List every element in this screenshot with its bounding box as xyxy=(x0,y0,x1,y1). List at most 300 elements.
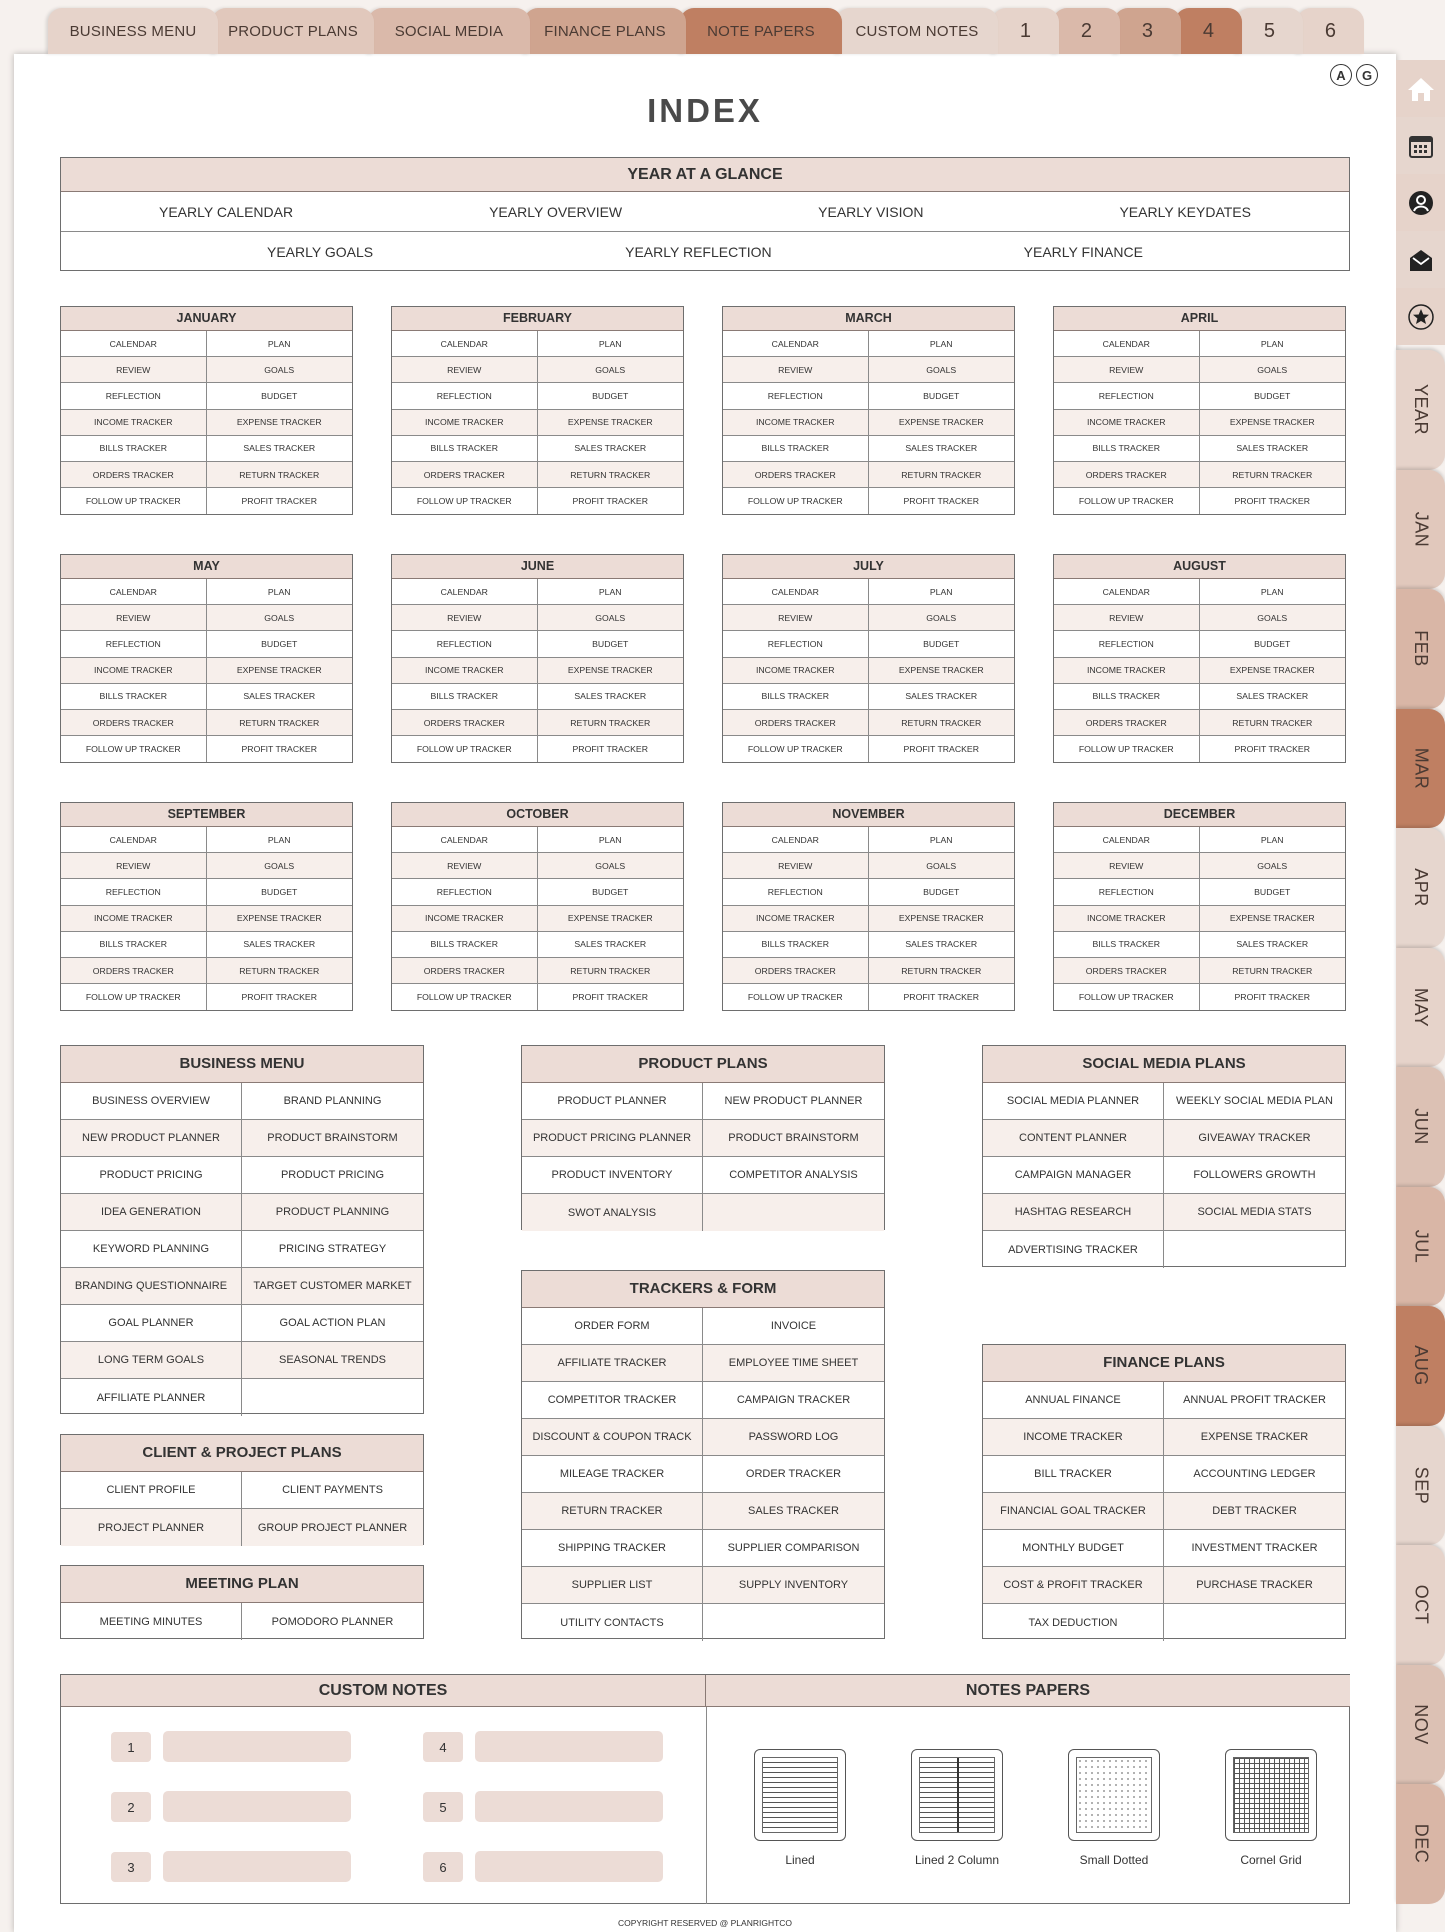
side-tab-sep[interactable] xyxy=(1396,1426,1445,1546)
custom-note-number[interactable]: 4 xyxy=(423,1732,463,1762)
month-link-sales-tracker[interactable]: SALES TRACKER xyxy=(207,932,353,958)
month-link-calendar[interactable]: CALENDAR xyxy=(61,331,207,357)
month-link-expense-tracker[interactable]: EXPENSE TRACKER xyxy=(869,658,1015,684)
link-product-inventory[interactable]: PRODUCT INVENTORY xyxy=(522,1157,703,1194)
month-link-bills-tracker[interactable]: BILLS TRACKER xyxy=(723,932,869,958)
top-tab-4[interactable]: 4 xyxy=(1175,8,1242,54)
top-tab-finance-plans[interactable]: FINANCE PLANS xyxy=(524,8,686,54)
link-idea-generation[interactable]: IDEA GENERATION xyxy=(61,1194,242,1231)
link-followers-growth[interactable]: FOLLOWERS GROWTH xyxy=(1164,1157,1345,1194)
month-link-bills-tracker[interactable]: BILLS TRACKER xyxy=(1054,932,1200,958)
month-link-review[interactable]: REVIEW xyxy=(61,853,207,879)
side-tab-oct[interactable] xyxy=(1396,1545,1445,1665)
link-long-term-goals[interactable]: LONG TERM GOALS xyxy=(61,1342,242,1379)
month-link-budget[interactable]: BUDGET xyxy=(538,879,684,905)
month-link-profit-tracker[interactable]: PROFIT TRACKER xyxy=(241,744,317,755)
month-link-review[interactable]: REVIEW xyxy=(1054,605,1200,631)
month-link-review[interactable]: REVIEW xyxy=(1054,853,1200,879)
link-meeting-minutes[interactable]: MEETING MINUTES xyxy=(61,1603,242,1640)
month-link-sales-tracker[interactable]: SALES TRACKER xyxy=(1200,932,1346,958)
link-order-tracker[interactable]: ORDER TRACKER xyxy=(703,1456,884,1493)
month-link-reflection[interactable]: REFLECTION xyxy=(61,879,207,905)
side-tab-mar[interactable] xyxy=(1396,709,1445,829)
link-new-product-planner[interactable]: NEW PRODUCT PLANNER xyxy=(61,1120,242,1157)
month-link-plan[interactable]: PLAN xyxy=(538,579,684,605)
month-link-calendar[interactable]: CALENDAR xyxy=(392,579,538,605)
custom-note-field[interactable] xyxy=(163,1851,351,1882)
month-link-income-tracker[interactable]: INCOME TRACKER xyxy=(61,410,207,436)
month-link-bills-tracker[interactable]: BILLS TRACKER xyxy=(61,932,207,958)
link-income-tracker[interactable]: INCOME TRACKER xyxy=(983,1419,1164,1456)
month-link-follow-up-tracker[interactable]: FOLLOW UP TRACKER xyxy=(392,488,538,514)
month-link-sales-tracker[interactable]: SALES TRACKER xyxy=(869,932,1015,958)
month-link-profit-tracker[interactable]: PROFIT TRACKER xyxy=(903,496,979,507)
top-tab-1[interactable]: 1 xyxy=(992,8,1059,54)
month-link-expense-tracker[interactable]: EXPENSE TRACKER xyxy=(1200,906,1346,932)
link-branding-questionnaire[interactable]: BRANDING QUESTIONNAIRE xyxy=(61,1268,242,1305)
top-tab-note-papers[interactable]: NOTE PAPERS xyxy=(680,8,842,54)
custom-note-field[interactable] xyxy=(475,1851,663,1882)
link-social-media-planner[interactable]: SOCIAL MEDIA PLANNER xyxy=(983,1083,1164,1120)
month-link-reflection[interactable]: REFLECTION xyxy=(1054,383,1200,409)
month-link-goals[interactable]: GOALS xyxy=(1200,605,1346,631)
month-link-profit-tracker[interactable]: PROFIT TRACKER xyxy=(1234,992,1310,1003)
side-tab-jun[interactable] xyxy=(1396,1067,1445,1187)
month-link-reflection[interactable]: REFLECTION xyxy=(392,631,538,657)
link-bill-tracker[interactable]: BILL TRACKER xyxy=(983,1456,1164,1493)
month-link-calendar[interactable]: CALENDAR xyxy=(1054,579,1200,605)
month-link-review[interactable]: REVIEW xyxy=(392,357,538,383)
month-link-follow-up-tracker[interactable]: FOLLOW UP TRACKER xyxy=(61,488,207,514)
month-link-income-tracker[interactable]: INCOME TRACKER xyxy=(723,906,869,932)
month-link-orders-tracker[interactable]: ORDERS TRACKER xyxy=(723,462,869,488)
month-link-return-tracker[interactable]: RETURN TRACKER xyxy=(1200,958,1346,984)
month-link-calendar[interactable]: CALENDAR xyxy=(392,331,538,357)
link-investment-tracker[interactable]: INVESTMENT TRACKER xyxy=(1164,1530,1345,1567)
side-tab-apr[interactable] xyxy=(1396,828,1445,948)
month-link-bills-tracker[interactable]: BILLS TRACKER xyxy=(392,436,538,462)
month-link-income-tracker[interactable]: INCOME TRACKER xyxy=(392,410,538,436)
month-link-follow-up-tracker[interactable]: FOLLOW UP TRACKER xyxy=(723,488,869,514)
side-tab-aug[interactable] xyxy=(1396,1306,1445,1426)
month-link-sales-tracker[interactable]: SALES TRACKER xyxy=(207,684,353,710)
link-competitor-tracker[interactable]: COMPETITOR TRACKER xyxy=(522,1382,703,1419)
top-tab-custom-notes[interactable]: CUSTOM NOTES xyxy=(836,8,998,54)
link-seasonal-trends[interactable]: SEASONAL TRENDS xyxy=(242,1342,423,1379)
link-group-project-planner[interactable]: GROUP PROJECT PLANNER xyxy=(242,1509,423,1546)
link-pricing-strategy[interactable]: PRICING STRATEGY xyxy=(242,1231,423,1268)
month-link-orders-tracker[interactable]: ORDERS TRACKER xyxy=(61,958,207,984)
link-product-brainstorm[interactable]: PRODUCT BRAINSTORM xyxy=(242,1120,423,1157)
month-link-budget[interactable]: BUDGET xyxy=(207,631,353,657)
yag-link-yearly-keydates[interactable]: YEARLY KEYDATES xyxy=(1119,203,1251,220)
month-link-goals[interactable]: GOALS xyxy=(207,853,353,879)
month-link-orders-tracker[interactable]: ORDERS TRACKER xyxy=(392,958,538,984)
month-link-expense-tracker[interactable]: EXPENSE TRACKER xyxy=(538,410,684,436)
yag-link-yearly-goals[interactable]: YEARLY GOALS xyxy=(267,244,374,260)
month-title[interactable]: AUGUST xyxy=(1054,555,1345,579)
month-link-return-tracker[interactable]: RETURN TRACKER xyxy=(1200,710,1346,736)
yag-link-yearly-overview[interactable]: YEARLY OVERVIEW xyxy=(489,203,623,220)
link-goal-action-plan[interactable]: GOAL ACTION PLAN xyxy=(242,1305,423,1342)
month-title[interactable]: JUNE xyxy=(392,555,683,579)
month-link-review[interactable]: REVIEW xyxy=(392,853,538,879)
note-paper-cornel-grid[interactable] xyxy=(1211,1749,1331,1867)
custom-note-field[interactable] xyxy=(475,1791,663,1822)
month-link-budget[interactable]: BUDGET xyxy=(869,631,1015,657)
month-link-goals[interactable]: GOALS xyxy=(207,605,353,631)
link-product-planner[interactable]: PRODUCT PLANNER xyxy=(522,1083,703,1120)
month-link-expense-tracker[interactable]: EXPENSE TRACKER xyxy=(869,410,1015,436)
month-link-income-tracker[interactable]: INCOME TRACKER xyxy=(61,906,207,932)
month-link-bills-tracker[interactable]: BILLS TRACKER xyxy=(1054,436,1200,462)
link-utility-contacts[interactable]: UTILITY CONTACTS xyxy=(522,1604,703,1641)
month-link-bills-tracker[interactable]: BILLS TRACKER xyxy=(392,684,538,710)
month-link-return-tracker[interactable]: RETURN TRACKER xyxy=(207,958,353,984)
month-link-review[interactable]: REVIEW xyxy=(1054,357,1200,383)
month-link-plan[interactable]: PLAN xyxy=(1200,827,1346,853)
month-link-sales-tracker[interactable]: SALES TRACKER xyxy=(1200,436,1346,462)
month-link-expense-tracker[interactable]: EXPENSE TRACKER xyxy=(207,906,353,932)
home-icon[interactable] xyxy=(1396,60,1445,117)
month-link-follow-up-tracker[interactable]: FOLLOW UP TRACKER xyxy=(723,984,869,1010)
month-link-calendar[interactable]: CALENDAR xyxy=(1054,827,1200,853)
month-link-calendar[interactable]: CALENDAR xyxy=(392,827,538,853)
link-competitor-analysis[interactable]: COMPETITOR ANALYSIS xyxy=(703,1157,884,1194)
month-link-budget[interactable]: BUDGET xyxy=(869,879,1015,905)
month-link-sales-tracker[interactable]: SALES TRACKER xyxy=(1200,684,1346,710)
month-link-income-tracker[interactable]: INCOME TRACKER xyxy=(723,410,869,436)
yag-link-yearly-finance[interactable]: YEARLY FINANCE xyxy=(1023,244,1143,260)
link-financial-goal-tracker[interactable]: FINANCIAL GOAL TRACKER xyxy=(983,1493,1164,1530)
month-link-income-tracker[interactable]: INCOME TRACKER xyxy=(1054,906,1200,932)
month-link-calendar[interactable]: CALENDAR xyxy=(1054,331,1200,357)
month-link-goals[interactable]: GOALS xyxy=(538,605,684,631)
month-title[interactable]: MARCH xyxy=(723,307,1014,331)
month-title[interactable]: APRIL xyxy=(1054,307,1345,331)
link-discount-and-coupon-track[interactable]: DISCOUNT & COUPON TRACK xyxy=(522,1419,703,1456)
month-title[interactable]: OCTOBER xyxy=(392,803,683,827)
month-link-profit-tracker[interactable]: PROFIT TRACKER xyxy=(1234,744,1310,755)
month-title[interactable]: NOVEMBER xyxy=(723,803,1014,827)
link-sales-tracker[interactable]: SALES TRACKER xyxy=(703,1493,884,1530)
side-tab-may[interactable] xyxy=(1396,948,1445,1068)
month-link-return-tracker[interactable]: RETURN TRACKER xyxy=(869,710,1015,736)
month-link-plan[interactable]: PLAN xyxy=(869,579,1015,605)
month-link-bills-tracker[interactable]: BILLS TRACKER xyxy=(61,436,207,462)
yag-link-yearly-vision[interactable]: YEARLY VISION xyxy=(818,203,924,220)
month-link-profit-tracker[interactable]: PROFIT TRACKER xyxy=(903,992,979,1003)
side-tab-feb[interactable] xyxy=(1396,589,1445,709)
link-product-pricing[interactable]: PRODUCT PRICING xyxy=(242,1157,423,1194)
month-link-sales-tracker[interactable]: SALES TRACKER xyxy=(869,436,1015,462)
link-purchase-tracker[interactable]: PURCHASE TRACKER xyxy=(1164,1567,1345,1604)
link-invoice[interactable]: INVOICE xyxy=(703,1308,884,1345)
month-title[interactable]: DECEMBER xyxy=(1054,803,1345,827)
month-link-budget[interactable]: BUDGET xyxy=(538,631,684,657)
link-return-tracker[interactable]: RETURN TRACKER xyxy=(522,1493,703,1530)
top-tab-2[interactable]: 2 xyxy=(1053,8,1120,54)
month-link-review[interactable]: REVIEW xyxy=(723,357,869,383)
side-tab-year[interactable] xyxy=(1396,350,1445,470)
month-link-follow-up-tracker[interactable]: FOLLOW UP TRACKER xyxy=(392,736,538,762)
link-supplier-comparison[interactable]: SUPPLIER COMPARISON xyxy=(703,1530,884,1567)
yag-link-yearly-reflection[interactable]: YEARLY REFLECTION xyxy=(625,244,772,260)
link-new-product-planner[interactable]: NEW PRODUCT PLANNER xyxy=(703,1083,884,1120)
lang-button-g[interactable]: G xyxy=(1356,64,1378,86)
link-shipping-tracker[interactable]: SHIPPING TRACKER xyxy=(522,1530,703,1567)
profile-icon[interactable] xyxy=(1396,174,1445,231)
custom-note-field[interactable] xyxy=(163,1731,351,1762)
custom-note-number[interactable]: 1 xyxy=(111,1732,151,1762)
custom-note-number[interactable]: 2 xyxy=(111,1792,151,1822)
lang-button-a[interactable]: A xyxy=(1330,64,1352,86)
link-brand-planning[interactable]: BRAND PLANNING xyxy=(242,1083,423,1120)
month-link-orders-tracker[interactable]: ORDERS TRACKER xyxy=(61,462,207,488)
month-link-income-tracker[interactable]: INCOME TRACKER xyxy=(1054,658,1200,684)
link-campaign-tracker[interactable]: CAMPAIGN TRACKER xyxy=(703,1382,884,1419)
month-link-plan[interactable]: PLAN xyxy=(538,331,684,357)
month-link-expense-tracker[interactable]: EXPENSE TRACKER xyxy=(207,658,353,684)
month-link-reflection[interactable]: REFLECTION xyxy=(392,383,538,409)
link-pomodoro-planner[interactable]: POMODORO PLANNER xyxy=(271,1615,394,1628)
month-link-budget[interactable]: BUDGET xyxy=(207,383,353,409)
link-client-profile[interactable]: CLIENT PROFILE xyxy=(61,1472,242,1509)
month-link-income-tracker[interactable]: INCOME TRACKER xyxy=(392,906,538,932)
link-annual-finance[interactable]: ANNUAL FINANCE xyxy=(983,1382,1164,1419)
link-product-planning[interactable]: PRODUCT PLANNING xyxy=(242,1194,423,1231)
star-icon[interactable] xyxy=(1396,288,1445,345)
month-link-orders-tracker[interactable]: ORDERS TRACKER xyxy=(1054,462,1200,488)
link-advertising-tracker[interactable]: ADVERTISING TRACKER xyxy=(983,1231,1164,1268)
link-debt-tracker[interactable]: DEBT TRACKER xyxy=(1164,1493,1345,1530)
month-link-plan[interactable]: PLAN xyxy=(869,827,1015,853)
month-link-bills-tracker[interactable]: BILLS TRACKER xyxy=(723,436,869,462)
month-link-orders-tracker[interactable]: ORDERS TRACKER xyxy=(392,462,538,488)
link-supply-inventory[interactable]: SUPPLY INVENTORY xyxy=(703,1567,884,1604)
top-tab-5[interactable]: 5 xyxy=(1236,8,1303,54)
month-title[interactable]: JANUARY xyxy=(61,307,352,331)
month-link-budget[interactable]: BUDGET xyxy=(1200,631,1346,657)
month-link-return-tracker[interactable]: RETURN TRACKER xyxy=(207,710,353,736)
month-link-return-tracker[interactable]: RETURN TRACKER xyxy=(1200,462,1346,488)
month-link-bills-tracker[interactable]: BILLS TRACKER xyxy=(61,684,207,710)
month-link-income-tracker[interactable]: INCOME TRACKER xyxy=(723,658,869,684)
month-link-bills-tracker[interactable]: BILLS TRACKER xyxy=(723,684,869,710)
month-link-reflection[interactable]: REFLECTION xyxy=(61,383,207,409)
month-link-sales-tracker[interactable]: SALES TRACKER xyxy=(207,436,353,462)
month-link-goals[interactable]: GOALS xyxy=(1200,357,1346,383)
month-link-expense-tracker[interactable]: EXPENSE TRACKER xyxy=(1200,410,1346,436)
month-link-profit-tracker[interactable]: PROFIT TRACKER xyxy=(572,744,648,755)
month-link-calendar[interactable]: CALENDAR xyxy=(723,827,869,853)
link-order-form[interactable]: ORDER FORM xyxy=(522,1308,703,1345)
month-link-plan[interactable]: PLAN xyxy=(538,827,684,853)
month-link-goals[interactable]: GOALS xyxy=(207,357,353,383)
month-link-budget[interactable]: BUDGET xyxy=(207,879,353,905)
month-link-goals[interactable]: GOALS xyxy=(869,605,1015,631)
link-accounting-ledger[interactable]: ACCOUNTING LEDGER xyxy=(1164,1456,1345,1493)
link-hashtag-research[interactable]: HASHTAG RESEARCH xyxy=(983,1194,1164,1231)
month-link-income-tracker[interactable]: INCOME TRACKER xyxy=(1054,410,1200,436)
month-link-review[interactable]: REVIEW xyxy=(61,357,207,383)
month-link-budget[interactable]: BUDGET xyxy=(869,383,1015,409)
month-link-expense-tracker[interactable]: EXPENSE TRACKER xyxy=(1200,658,1346,684)
month-link-calendar[interactable]: CALENDAR xyxy=(61,579,207,605)
link-annual-profit-tracker[interactable]: ANNUAL PROFIT TRACKER xyxy=(1164,1382,1345,1419)
link-business-overview[interactable]: BUSINESS OVERVIEW xyxy=(61,1083,242,1120)
month-link-orders-tracker[interactable]: ORDERS TRACKER xyxy=(723,958,869,984)
side-tab-jan[interactable] xyxy=(1396,470,1445,590)
month-link-goals[interactable]: GOALS xyxy=(538,357,684,383)
month-link-reflection[interactable]: REFLECTION xyxy=(1054,879,1200,905)
link-affiliate-planner[interactable]: AFFILIATE PLANNER xyxy=(61,1379,242,1416)
month-link-orders-tracker[interactable]: ORDERS TRACKER xyxy=(723,710,869,736)
month-link-follow-up-tracker[interactable]: FOLLOW UP TRACKER xyxy=(61,984,207,1010)
month-link-review[interactable]: REVIEW xyxy=(61,605,207,631)
side-tab-jul[interactable] xyxy=(1396,1187,1445,1307)
link-password-log[interactable]: PASSWORD LOG xyxy=(703,1419,884,1456)
month-link-income-tracker[interactable]: INCOME TRACKER xyxy=(392,658,538,684)
link-social-media-stats[interactable]: SOCIAL MEDIA STATS xyxy=(1164,1194,1345,1231)
month-link-return-tracker[interactable]: RETURN TRACKER xyxy=(869,462,1015,488)
custom-note-field[interactable] xyxy=(475,1731,663,1762)
link-keyword-planning[interactable]: KEYWORD PLANNING xyxy=(61,1231,242,1268)
custom-note-number[interactable]: 5 xyxy=(423,1792,463,1822)
month-link-reflection[interactable]: REFLECTION xyxy=(723,383,869,409)
month-title[interactable]: JULY xyxy=(723,555,1014,579)
month-link-reflection[interactable]: REFLECTION xyxy=(723,879,869,905)
month-link-plan[interactable]: PLAN xyxy=(207,331,353,357)
month-link-budget[interactable]: BUDGET xyxy=(1200,879,1346,905)
month-link-orders-tracker[interactable]: ORDERS TRACKER xyxy=(61,710,207,736)
month-link-orders-tracker[interactable]: ORDERS TRACKER xyxy=(1054,710,1200,736)
month-link-calendar[interactable]: CALENDAR xyxy=(723,331,869,357)
link-campaign-manager[interactable]: CAMPAIGN MANAGER xyxy=(983,1157,1164,1194)
month-link-goals[interactable]: GOALS xyxy=(1200,853,1346,879)
month-link-return-tracker[interactable]: RETURN TRACKER xyxy=(869,958,1015,984)
side-tab-nov[interactable] xyxy=(1396,1665,1445,1785)
month-link-return-tracker[interactable]: RETURN TRACKER xyxy=(538,710,684,736)
month-link-orders-tracker[interactable]: ORDERS TRACKER xyxy=(392,710,538,736)
link-product-pricing[interactable]: PRODUCT PRICING xyxy=(61,1157,242,1194)
link-monthly-budget[interactable]: MONTHLY BUDGET xyxy=(983,1530,1164,1567)
link-weekly-social-media-plan[interactable]: WEEKLY SOCIAL MEDIA PLAN xyxy=(1164,1083,1345,1120)
month-link-budget[interactable]: BUDGET xyxy=(538,383,684,409)
month-link-orders-tracker[interactable]: ORDERS TRACKER xyxy=(1054,958,1200,984)
top-tab-6[interactable]: 6 xyxy=(1297,8,1364,54)
month-link-return-tracker[interactable]: RETURN TRACKER xyxy=(538,462,684,488)
note-paper-small-dotted[interactable] xyxy=(1054,1749,1174,1867)
month-link-reflection[interactable]: REFLECTION xyxy=(392,879,538,905)
link-expense-tracker[interactable]: EXPENSE TRACKER xyxy=(1164,1419,1345,1456)
month-link-plan[interactable]: PLAN xyxy=(1200,331,1346,357)
month-link-profit-tracker[interactable]: PROFIT TRACKER xyxy=(572,496,648,507)
month-link-plan[interactable]: PLAN xyxy=(869,331,1015,357)
month-link-plan[interactable]: PLAN xyxy=(1200,579,1346,605)
month-link-review[interactable]: REVIEW xyxy=(723,605,869,631)
month-link-budget[interactable]: BUDGET xyxy=(1200,383,1346,409)
month-link-review[interactable]: REVIEW xyxy=(392,605,538,631)
month-link-expense-tracker[interactable]: EXPENSE TRACKER xyxy=(869,906,1015,932)
link-mileage-tracker[interactable]: MILEAGE TRACKER xyxy=(522,1456,703,1493)
mail-icon[interactable] xyxy=(1396,231,1445,288)
month-link-expense-tracker[interactable]: EXPENSE TRACKER xyxy=(538,906,684,932)
month-link-sales-tracker[interactable]: SALES TRACKER xyxy=(869,684,1015,710)
month-title[interactable]: MAY xyxy=(61,555,352,579)
link-client-payments[interactable]: CLIENT PAYMENTS xyxy=(242,1472,423,1509)
month-link-follow-up-tracker[interactable]: FOLLOW UP TRACKER xyxy=(61,736,207,762)
month-link-reflection[interactable]: REFLECTION xyxy=(1054,631,1200,657)
month-link-sales-tracker[interactable]: SALES TRACKER xyxy=(538,436,684,462)
month-link-sales-tracker[interactable]: SALES TRACKER xyxy=(538,932,684,958)
month-link-return-tracker[interactable]: RETURN TRACKER xyxy=(207,462,353,488)
link-cost-and-profit-tracker[interactable]: COST & PROFIT TRACKER xyxy=(983,1567,1164,1604)
month-link-profit-tracker[interactable]: PROFIT TRACKER xyxy=(241,992,317,1003)
link-target-customer-market[interactable]: TARGET CUSTOMER MARKET xyxy=(242,1268,423,1305)
month-link-plan[interactable]: PLAN xyxy=(207,827,353,853)
month-link-follow-up-tracker[interactable]: FOLLOW UP TRACKER xyxy=(392,984,538,1010)
month-link-profit-tracker[interactable]: PROFIT TRACKER xyxy=(241,496,317,507)
link-employee-time-sheet[interactable]: EMPLOYEE TIME SHEET xyxy=(703,1345,884,1382)
month-link-profit-tracker[interactable]: PROFIT TRACKER xyxy=(1234,496,1310,507)
custom-note-number[interactable]: 3 xyxy=(111,1852,151,1882)
month-title[interactable]: FEBRUARY xyxy=(392,307,683,331)
side-tab-dec[interactable] xyxy=(1396,1784,1445,1904)
month-link-bills-tracker[interactable]: BILLS TRACKER xyxy=(392,932,538,958)
month-link-income-tracker[interactable]: INCOME TRACKER xyxy=(61,658,207,684)
month-link-plan[interactable]: PLAN xyxy=(207,579,353,605)
link-tax-deduction[interactable]: TAX DEDUCTION xyxy=(983,1604,1164,1641)
top-tab-social-media[interactable]: SOCIAL MEDIA xyxy=(368,8,530,54)
link-supplier-list[interactable]: SUPPLIER LIST xyxy=(522,1567,703,1604)
link-project-planner[interactable]: PROJECT PLANNER xyxy=(61,1509,242,1546)
link-goal-planner[interactable]: GOAL PLANNER xyxy=(61,1305,242,1342)
month-link-goals[interactable]: GOALS xyxy=(869,853,1015,879)
custom-note-number[interactable]: 6 xyxy=(423,1852,463,1882)
month-link-profit-tracker[interactable]: PROFIT TRACKER xyxy=(903,744,979,755)
month-link-reflection[interactable]: REFLECTION xyxy=(723,631,869,657)
yag-link-yearly-calendar[interactable]: YEARLY CALENDAR xyxy=(159,203,294,220)
month-link-calendar[interactable]: CALENDAR xyxy=(723,579,869,605)
month-link-expense-tracker[interactable]: EXPENSE TRACKER xyxy=(538,658,684,684)
link-content-planner[interactable]: CONTENT PLANNER xyxy=(983,1120,1164,1157)
month-link-follow-up-tracker[interactable]: FOLLOW UP TRACKER xyxy=(1054,984,1200,1010)
month-link-follow-up-tracker[interactable]: FOLLOW UP TRACKER xyxy=(723,736,869,762)
month-link-follow-up-tracker[interactable]: FOLLOW UP TRACKER xyxy=(1054,736,1200,762)
month-link-reflection[interactable]: REFLECTION xyxy=(61,631,207,657)
note-paper-lined[interactable] xyxy=(740,1749,860,1867)
top-tab-3[interactable]: 3 xyxy=(1114,8,1181,54)
month-link-return-tracker[interactable]: RETURN TRACKER xyxy=(538,958,684,984)
top-tab-product-plans[interactable]: PRODUCT PLANS xyxy=(212,8,374,54)
month-link-review[interactable]: REVIEW xyxy=(723,853,869,879)
link-product-pricing-planner[interactable]: PRODUCT PRICING PLANNER xyxy=(522,1120,703,1157)
month-link-bills-tracker[interactable]: BILLS TRACKER xyxy=(1054,684,1200,710)
calendar-icon[interactable] xyxy=(1396,117,1445,174)
link-swot-analysis[interactable]: SWOT ANALYSIS xyxy=(522,1194,703,1231)
link-product-brainstorm[interactable]: PRODUCT BRAINSTORM xyxy=(703,1120,884,1157)
month-link-calendar[interactable]: CALENDAR xyxy=(61,827,207,853)
month-link-goals[interactable]: GOALS xyxy=(869,357,1015,383)
month-link-sales-tracker[interactable]: SALES TRACKER xyxy=(538,684,684,710)
month-link-profit-tracker[interactable]: PROFIT TRACKER xyxy=(572,992,648,1003)
custom-note-field[interactable] xyxy=(163,1791,351,1822)
top-tab-business-menu[interactable]: BUSINESS MENU xyxy=(48,8,218,54)
note-paper-lined-2-column[interactable] xyxy=(897,1749,1017,1867)
month-title[interactable]: SEPTEMBER xyxy=(61,803,352,827)
link-affiliate-tracker[interactable]: AFFILIATE TRACKER xyxy=(522,1345,703,1382)
